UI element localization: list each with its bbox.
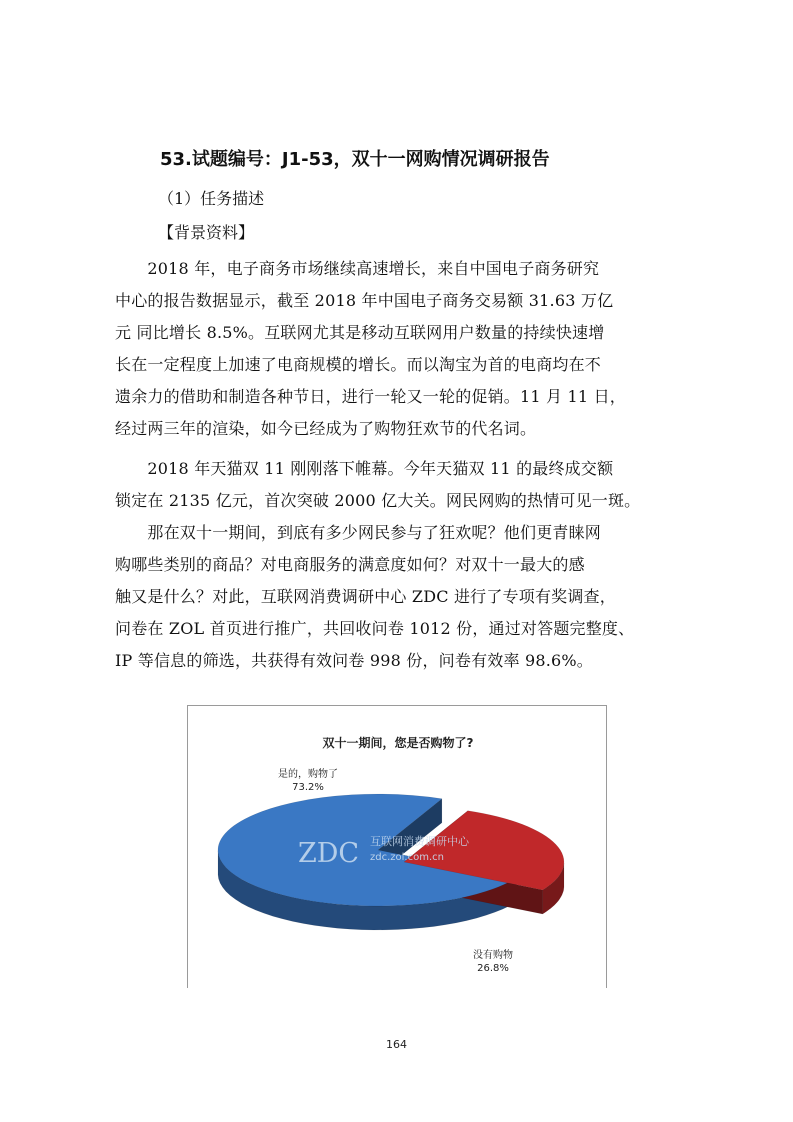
- body-line: 经过两三年的渲染，如今已经成为了购物狂欢节的代名词。: [115, 419, 537, 438]
- body-line: 遗余力的借助和制造各种节日，进行一轮又一轮的促销。11 月 11 日，: [115, 387, 626, 406]
- body-line: 购哪些类别的商品？对电商服务的满意度如何？对双十一最大的感: [115, 555, 585, 574]
- slice-label-yes: 是的，购物了: [278, 769, 338, 780]
- page-number: 164: [386, 1038, 407, 1051]
- body-line: 问卷在 ZOL 首页进行推广，共回收问卷 1012 份，通过对答题完整度、: [115, 619, 635, 638]
- body-line: 锁定在 2135 亿元，首次突破 2000 亿大关。网民网购的热情可见一斑。: [115, 491, 641, 510]
- body-line: 2018 年，电子商务市场继续高速增长，来自中国电子商务研究: [115, 259, 600, 278]
- pie-chart: [188, 706, 608, 989]
- body-line: 中心的报告数据显示，截至 2018 年中国电子商务交易额 31.63 万亿: [115, 291, 614, 310]
- chart-title: 双十一期间，您是否购物了?: [322, 736, 474, 750]
- slice-value-yes: 73.2%: [292, 782, 324, 793]
- body-line: 元 同比增长 8.5%。互联网尤其是移动互联网用户数量的持续快速增: [115, 323, 605, 342]
- body-line: IP 等信息的筛选，共获得有效问卷 998 份，问卷有效率 98.6%。: [115, 651, 593, 670]
- background-heading: 【背景资料】: [158, 223, 255, 242]
- slice-label-no: 没有购物: [473, 950, 513, 961]
- watermark-url: zdc.zol.com.cn: [370, 852, 444, 863]
- slice-value-no: 26.8%: [477, 963, 509, 974]
- body-line: 那在双十一期间，到底有多少网民参与了狂欢呢？他们更青睐网: [115, 523, 602, 542]
- pie-chart-figure: [187, 705, 607, 988]
- question-title: 53.试题编号：J1-53，双十一网购情况调研报告: [160, 149, 550, 170]
- body-line: 触又是什么？对此，互联网消费调研中心 ZDC 进行了专项有奖调查，: [115, 587, 616, 606]
- watermark-name: 互联网消费调研中心: [370, 835, 469, 848]
- watermark-logo: ZDC: [298, 838, 360, 869]
- section-subheading: （1）任务描述: [158, 189, 265, 208]
- body-line: 2018 年天猫双 11 刚刚落下帷幕。今年天猫双 11 的最终成交额: [115, 459, 614, 478]
- body-line: 长在一定程度上加速了电商规模的增长。而以淘宝为首的电商均在不: [115, 355, 602, 374]
